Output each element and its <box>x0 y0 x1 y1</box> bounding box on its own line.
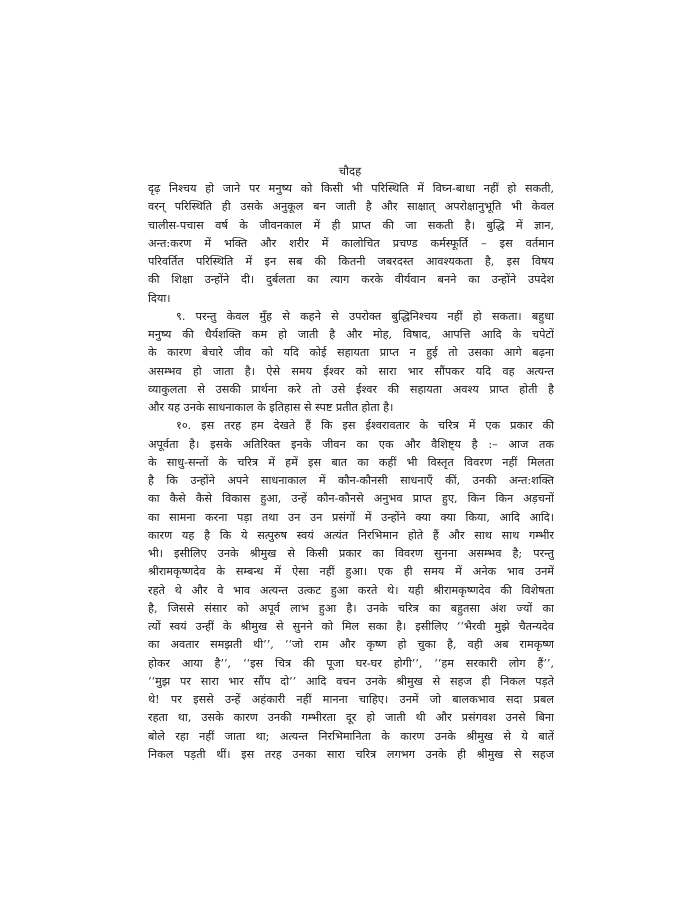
text-line: व्याकुलता से उसकी प्रार्थना करे तो उसे ईश्वर की सहायता अवश्य प्राप्त होती है <box>148 382 554 396</box>
text-line: दृढ़ निश्चय हो जाने पर मनुष्य को किसी भी परिस्थिति में विघ्न-बाधा नहीं हो सकती, <box>148 182 554 195</box>
text-line: का कैसे कैसे विकास हुआ, उन्हें कौन-कौनसे अनुभव प्राप्त हुए, किन किन अड़चनों <box>148 492 554 506</box>
text-line: है कि उन्होंने अपने साधनाकाल में कौन-कौनसी साधनाएँ कीं, उनकी अन्त:शक्ति <box>148 474 554 487</box>
text-line: का सामना करना पड़ा तथा उन उन प्रसंगों में उन्होंने क्या क्या किया, आदि आदि। <box>148 510 554 524</box>
text-line: के साधु-सन्तों के चरित्र में हमें इस बात का कहीं भी विस्तृत विवरण नहीं मिलता <box>148 455 554 469</box>
text-line: भी। इसीलिए उनके श्रीमुख से किसी प्रकार का विवरण सुनना असम्भव है; परन्तु <box>148 547 554 560</box>
text-line: दिया। <box>148 291 171 305</box>
body-text <box>148 180 554 764</box>
text-line: मनुष्य की धैर्यशक्ति कम हो जाती है और मोह, विषाद, आपत्ति आदि के चपेटों <box>148 328 554 341</box>
text-line: कारण यह है कि ये सत्पुरुष स्वयं अत्यंत निरभिमान होते हैं और साथ साथ गम्भीर <box>148 528 554 542</box>
text-line: त्यों स्वयं उन्हीं के श्रीमुख से सुनने को मिल सका है। इसीलिए ‘‘भैरवी मुझे चैतन्यदेव <box>148 620 554 633</box>
text-line: ‘‘मुझ पर सारा भार सौंप दो’’ आदि वचन उनके श्रीमुख से सहज ही निकल पड़ते <box>148 674 554 688</box>
text-line: ९. परन्तु केवल मुँह से कहने से उपरोक्त बुद्धिनिश्चय नहीं हो सकता। बहुधा <box>176 309 554 323</box>
text-line: असम्भव हो जाता है। ऐसे समय ईश्वर को सारा भार सौंपकर यदि वह अत्यन्त <box>148 364 554 378</box>
text-line: निकल पड़ती थीं। इस तरह उनका सारा चरित्र लगभग उनके ही श्रीमुख से सहज <box>148 747 554 761</box>
page-header: चौदह <box>338 164 362 178</box>
text-line: अपूर्वता है। इसके अतिरिक्त इनके जीवन का एक और वैशिष्ट्य है :– आज तक <box>148 437 554 451</box>
text-line: वरन् परिस्थिति ही उसके अनुकूल बन जाती है और साक्षात् अपरोक्षानुभूति भी केवल <box>148 200 554 214</box>
text-line: १०. इस तरह हम देखते हैं कि इस ईश्वरावतार के चरित्र में एक प्रकार की <box>176 419 554 433</box>
text-line: और यह उनके साधनाकाल के इतिहास से स्पष्ट प्रतीत होता है। <box>148 401 394 414</box>
text-line: परिवर्तित परिस्थिति में इन सब की कितनी जबरदस्त आवश्यकता है, इस विषय <box>148 255 554 268</box>
text-line: के कारण बेचारे जीव को यदि कोई सहायता प्राप्त न हुई तो उसका आगे बढ़ना <box>148 346 554 360</box>
text-line: होकर आया है’’, ‘‘इस चित्र की पूजा घर-घर होगी’’, ‘‘हम सरकारी लोग हैं’’, <box>148 656 554 670</box>
text-line: अन्त:करण में भक्ति और शरीर में कालोचित प्रचण्ड कर्मस्फूर्ति – इस वर्तमान <box>148 236 554 250</box>
text-line: श्रीरामकृष्णदेव के सम्बन्ध में ऐसा नहीं हुआ। एक ही समय में अनेक भाव उनमें <box>148 565 554 579</box>
text-line: चालीस-पचास वर्ष के जीवनकाल में ही प्राप्त की जा सकती है। बुद्धि में ज्ञान, <box>148 218 554 232</box>
text-line: की शिक्षा उन्होंने दी। दुर्बलता का त्याग करके वीर्यवान बनने का उन्होंने उपदेश <box>148 273 554 287</box>
text-line: है, जिससे संसार को अपूर्व लाभ हुआ है। उनके चरित्र का बहुतसा अंश ज्यों का <box>148 601 554 615</box>
text-line: थे! पर इससे उन्हें अहंकारी नहीं मानना चाहिए। उनमें जो बालकभाव सदा प्रबल <box>148 693 554 706</box>
text-line: बोले रहा नहीं जाता था; अत्यन्त निरभिमानिता के कारण उनके श्रीमुख से ये बातें <box>148 729 554 743</box>
text-line: रहते थे और वे भाव अत्यन्त उत्कट हुआ करते थे। यही श्रीरामकृष्णदेव की विशेषता <box>148 583 554 597</box>
text-line: रहता था, उसके कारण उनकी गम्भीरता दूर हो जाती थी और प्रसंगवश उनसे बिना <box>148 711 554 725</box>
text-line: का अवतार समझती थी’’, ‘‘जो राम और कृष्ण हो चुका है, वही अब रामकृष्ण <box>148 638 554 652</box>
